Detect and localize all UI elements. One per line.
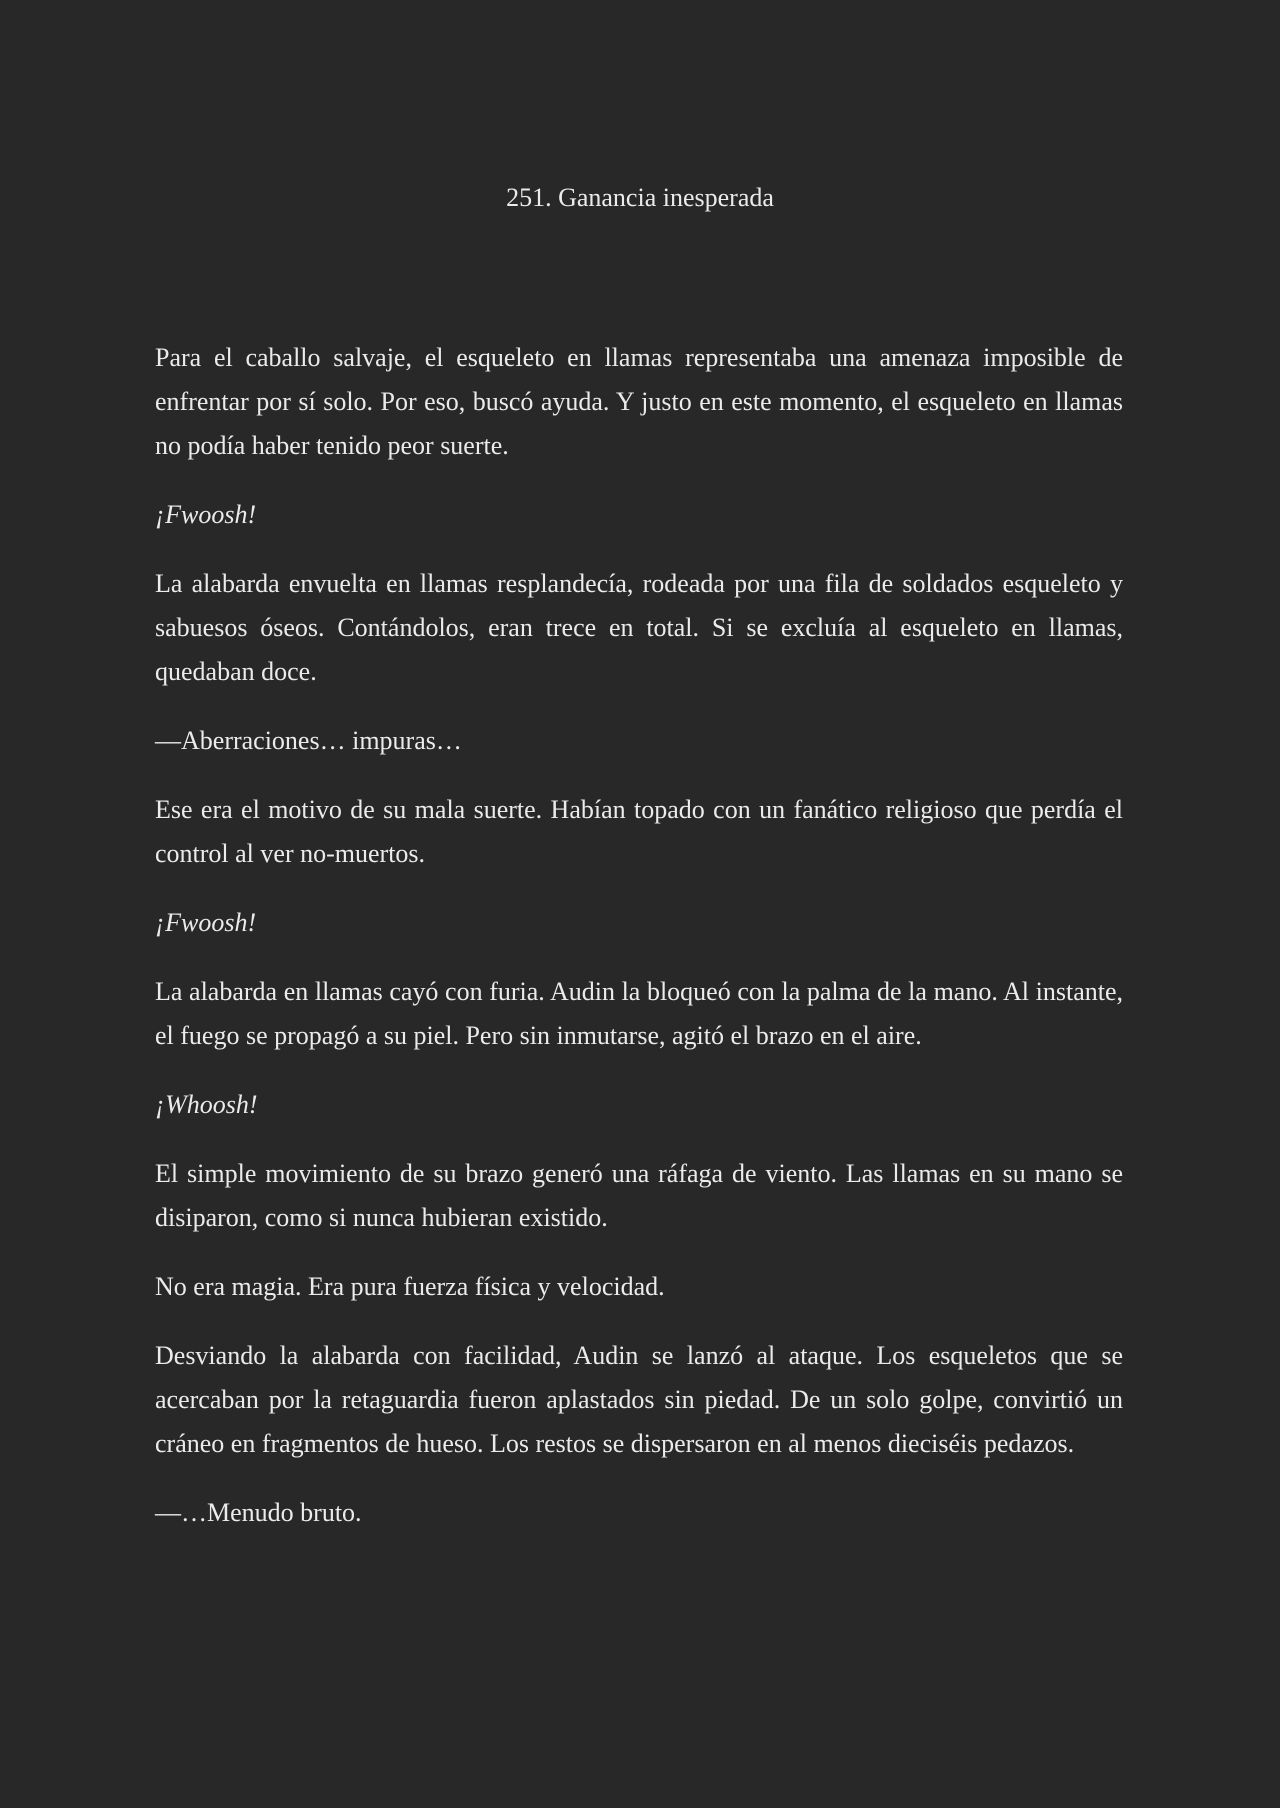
- paragraph: Para el caballo salvaje, el esqueleto en llamas representaba una amenaza imposible de enfrentar por sí solo. Por eso, buscó ayuda. Y justo en este momento, el esqueleto en llamas no podía haber tenido peor suerte.: [155, 343, 1123, 460]
- paragraph: La alabarda en llamas cayó con furia. Audin la bloqueó con la palma de la mano. Al instante, el fuego se propagó a su piel. Pero sin inmutarse, agitó el brazo en el aire.: [155, 977, 1123, 1050]
- dialogue-paragraph: —Aberraciones… impuras…: [155, 726, 462, 755]
- sound-effect-paragraph: ¡Fwoosh!: [155, 908, 257, 937]
- chapter-title: 251. Ganancia inesperada: [506, 183, 774, 212]
- paragraph: Ese era el motivo de su mala suerte. Habían topado con un fanático religioso que perdía el control al ver no-muertos.: [155, 795, 1123, 868]
- paragraph: Desviando la alabarda con facilidad, Audin se lanzó al ataque. Los esqueletos que se acercaban por la retaguardia fueron aplastados sin piedad. De un solo golpe, convirtió un cráneo en fragmentos de hueso. Los restos se dispersaron en al menos dieciséis pedazos.: [155, 1341, 1123, 1458]
- sound-effect-paragraph: ¡Whoosh!: [155, 1090, 258, 1119]
- sound-effect-paragraph: ¡Fwoosh!: [155, 500, 257, 529]
- paragraph: No era magia. Era pura fuerza física y velocidad.: [155, 1272, 665, 1301]
- paragraph: El simple movimiento de su brazo generó una ráfaga de viento. Las llamas en su mano se disiparon, como si nunca hubieran existido.: [155, 1159, 1123, 1232]
- paragraph: La alabarda envuelta en llamas resplandecía, rodeada por una fila de soldados esqueleto y sabuesos óseos. Contándolos, eran trece en total. Si se excluía al esqueleto en llamas, quedaban doce.: [155, 569, 1123, 686]
- chapter-body: [155, 336, 1123, 1560]
- dialogue-paragraph: —…Menudo bruto.: [155, 1498, 362, 1527]
